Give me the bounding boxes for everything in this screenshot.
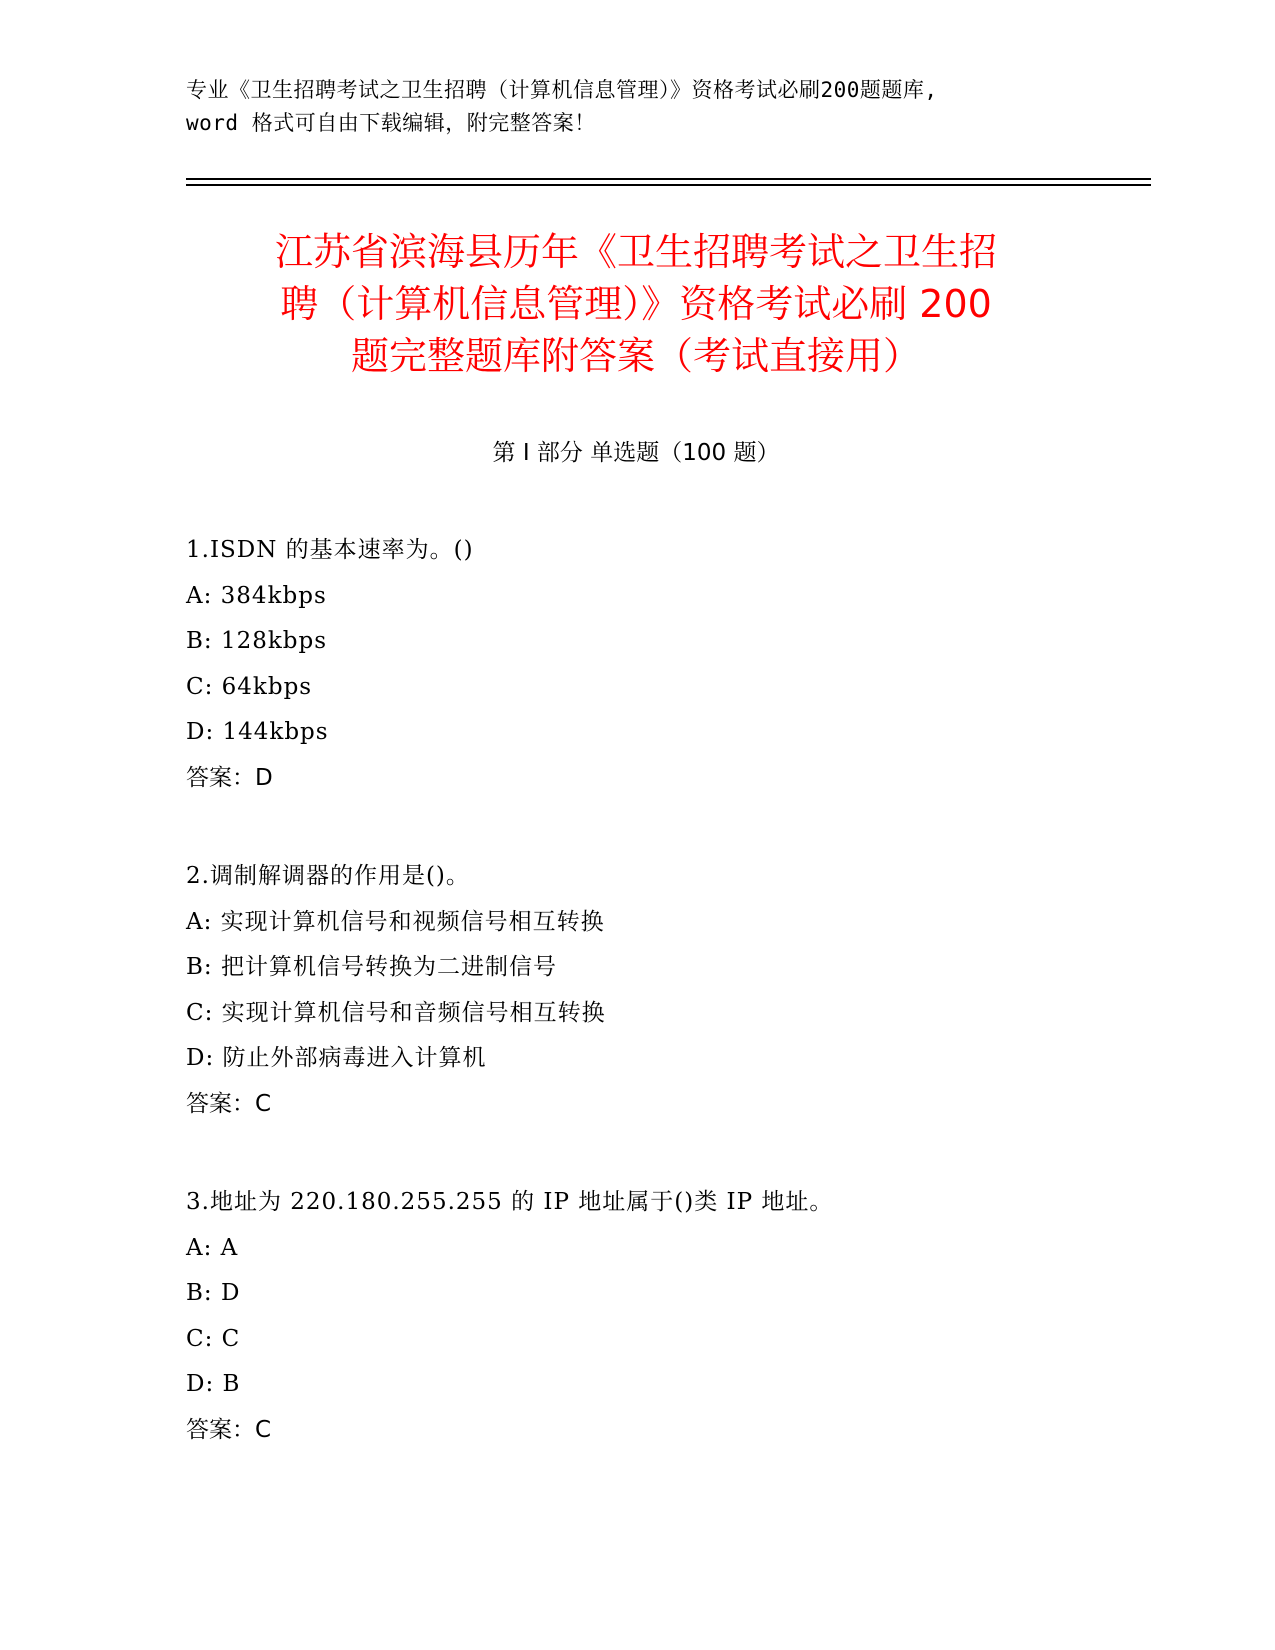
option-a: A: 384kbps	[186, 582, 327, 609]
question-stem: 1.ISDN 的基本速率为。()	[186, 537, 474, 563]
document-title-line-2: 聘（计算机信息管理）》资格考试必刷 200	[280, 282, 992, 326]
section-title: 第 I 部分 单选题（100 题）	[492, 440, 780, 466]
header-divider-top	[186, 178, 1151, 180]
question-3	[186, 1180, 1086, 1453]
document-title-line-3: 题完整题库附答案（考试直接用）	[350, 334, 921, 378]
option-d: D: 144kbps	[186, 719, 329, 745]
option-b: B: 把计算机信号转换为二进制信号	[186, 954, 557, 980]
document-title	[186, 226, 1086, 382]
option-c: C: C	[186, 1325, 241, 1352]
question-1	[186, 528, 1086, 801]
question-stem: 3.地址为 220.180.255.255 的 IP 地址属于()类 IP 地址。	[186, 1189, 834, 1215]
question-stem: 2.调制解调器的作用是()。	[186, 863, 470, 889]
question-2	[186, 854, 1086, 1127]
header-note	[186, 74, 1086, 140]
header-note-line-1: 专业《卫生招聘考试之卫生招聘（计算机信息管理）》资格考试必刷200题题库,	[186, 78, 938, 102]
option-b: B: D	[186, 1280, 241, 1306]
option-b: B: 128kbps	[186, 628, 328, 654]
header-divider-bottom	[186, 184, 1151, 186]
answer-line: 答案：C	[186, 1416, 272, 1443]
option-d: D: 防止外部病毒进入计算机	[186, 1045, 487, 1071]
answer-line: 答案：C	[186, 1090, 272, 1117]
option-d: D: B	[186, 1371, 241, 1397]
option-a: A: 实现计算机信号和视频信号相互转换	[186, 908, 605, 935]
answer-line: 答案：D	[186, 764, 273, 791]
option-c: C: 64kbps	[186, 673, 313, 700]
document-title-line-1: 江苏省滨海县历年《卫生招聘考试之卫生招	[274, 230, 997, 274]
option-c: C: 实现计算机信号和音频信号相互转换	[186, 999, 606, 1026]
option-a: A: A	[186, 1234, 239, 1261]
header-note-line-2: word 格式可自由下载编辑，附完整答案！	[186, 111, 596, 135]
question-list	[186, 528, 1086, 1506]
